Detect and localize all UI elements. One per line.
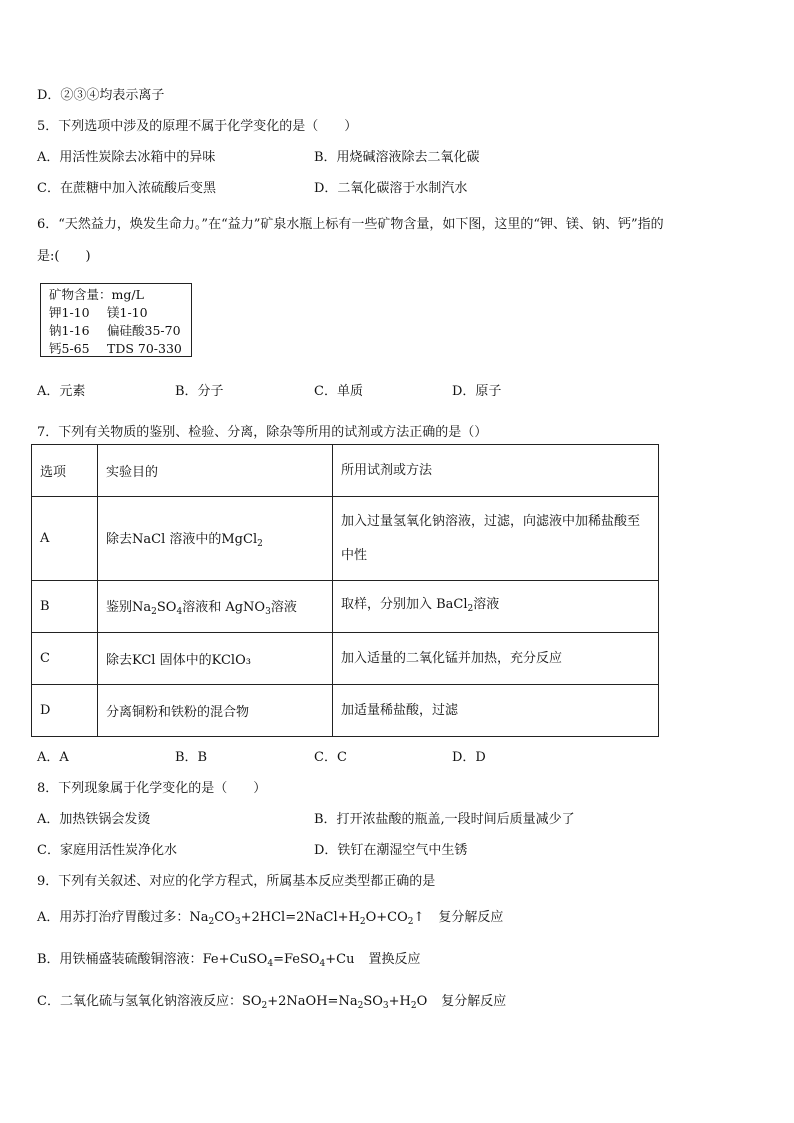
mineral-calcium: 钙5-65 [49,341,90,356]
q4-option-d: D．②③④均表示离子 [37,88,165,103]
row-c-method: 加入适量的二氧化锰并加热，充分反应 [333,633,659,685]
q5-option-b: B．用烧碱溶液除去二氧化碳 [314,150,480,165]
row-a-option: A [32,497,98,581]
q8-option-c: C．家庭用活性炭净化水 [37,843,177,858]
q9-option-a: A．用苏打治疗胃酸过多：$Na_2CO_3+2HCl=2NaCl+H_2O+CO_2↑$ 复分解反应 [37,910,504,927]
mineral-title: 矿物含量：mg/L [49,287,144,302]
row-b-method: 取样，分别加入 BaCl$_2$溶液 [333,581,659,633]
row-d-option: D [32,685,98,737]
q6-stem-line1: 6．“天然益力，焕发生命力。”在“益力”矿泉水瓶上标有一些矿物含量，如下图，这里的“钾、镁、钠、钙”指的 [37,217,664,232]
mineral-content-box [40,283,192,357]
mineral-tds: TDS 70-330 [107,341,182,356]
q7-stem: 7．下列有关物质的鉴别、检验、分离，除杂等所用的试剂或方法正确的是（） [37,425,488,440]
table-row [32,685,659,737]
q8-option-a: A．加热铁锅会发烫 [37,812,151,827]
row-b-purpose: 鉴别$Na_2SO_4$溶液和 AgNO$_3$溶液 [98,581,333,633]
q9-option-b: B．用铁桶盛装硫酸铜溶液：Fe+CuSO$_4$=FeSO$_4$+Cu 置换反应 [37,952,421,969]
q8-option-b: B．打开浓盐酸的瓶盖,一段时间后质量减少了 [314,812,575,827]
q5-option-c: C．在蔗糖中加入浓硫酸后变黑 [37,181,216,196]
q9-b-equation: Fe+CuSO$_4$=FeSO$_4$+Cu [202,952,355,969]
mineral-metasilicic-acid: 偏硅酸35-70 [107,323,181,338]
row-d-purpose: 分离铜粉和铁粉的混合物 [98,685,333,737]
header-purpose: 实验目的 [98,445,333,497]
q5-stem: 5．下列选项中涉及的原理不属于化学变化的是（ ） [37,119,358,134]
table-row [32,497,659,581]
q6-option-c: C．单质 [314,384,363,399]
row-a-purpose: 除去NaCl 溶液中的MgCl$_2$ [98,497,333,581]
q7-option-b: B．B [175,750,208,765]
q7-table [31,444,659,737]
header-method: 所用试剂或方法 [333,445,659,497]
mineral-sodium: 钠1-16 [49,323,90,338]
q9-stem: 9．下列有关叙述、对应的化学方程式，所属基本反应类型都正确的是 [37,874,436,889]
q6-stem-line2: 是:( ) [37,249,91,264]
mineral-potassium: 钾1-10 [49,305,90,320]
q6-option-a: A．元素 [37,384,86,399]
q5-option-d: D．二氧化碳溶于水制汽水 [314,181,468,196]
table-row [32,633,659,685]
table-header-row [32,445,659,497]
row-c-purpose: 除去KCl 固体中的KClO₃ [98,633,333,685]
q7-option-a: A．A [37,750,69,765]
header-option: 选项 [32,445,98,497]
q9-option-c: C．二氧化硫与氢氧化钠溶液反应：$SO_2+2NaOH=Na_2SO_3+H_2O$ 复分解反应 [37,994,507,1011]
q9-c-equation: $SO_2+2NaOH=Na_2SO_3+H_2O$ [241,994,428,1011]
q9-a-equation: $Na_2CO_3+2HCl=2NaCl+H_2O+CO_2↑$ [189,910,425,927]
q7-option-d: D．D [452,750,486,765]
q7-option-c: C．C [314,750,347,765]
q6-option-b: B．分子 [175,384,224,399]
q8-option-d: D．铁钉在潮湿空气中生锈 [314,843,468,858]
row-a-method: 加入过量氢氧化钠溶液，过滤，向滤液中加稀盐酸至中性 [333,497,659,581]
row-c-option: C [32,633,98,685]
row-d-method: 加适量稀盐酸，过滤 [333,685,659,737]
table-row [32,581,659,633]
q6-option-d: D．原子 [452,384,502,399]
mineral-magnesium: 镁1-10 [107,305,148,320]
q8-stem: 8．下列现象属于化学变化的是（ ） [37,781,267,796]
q5-option-a: A．用活性炭除去冰箱中的异味 [37,150,216,165]
row-b-option: B [32,581,98,633]
